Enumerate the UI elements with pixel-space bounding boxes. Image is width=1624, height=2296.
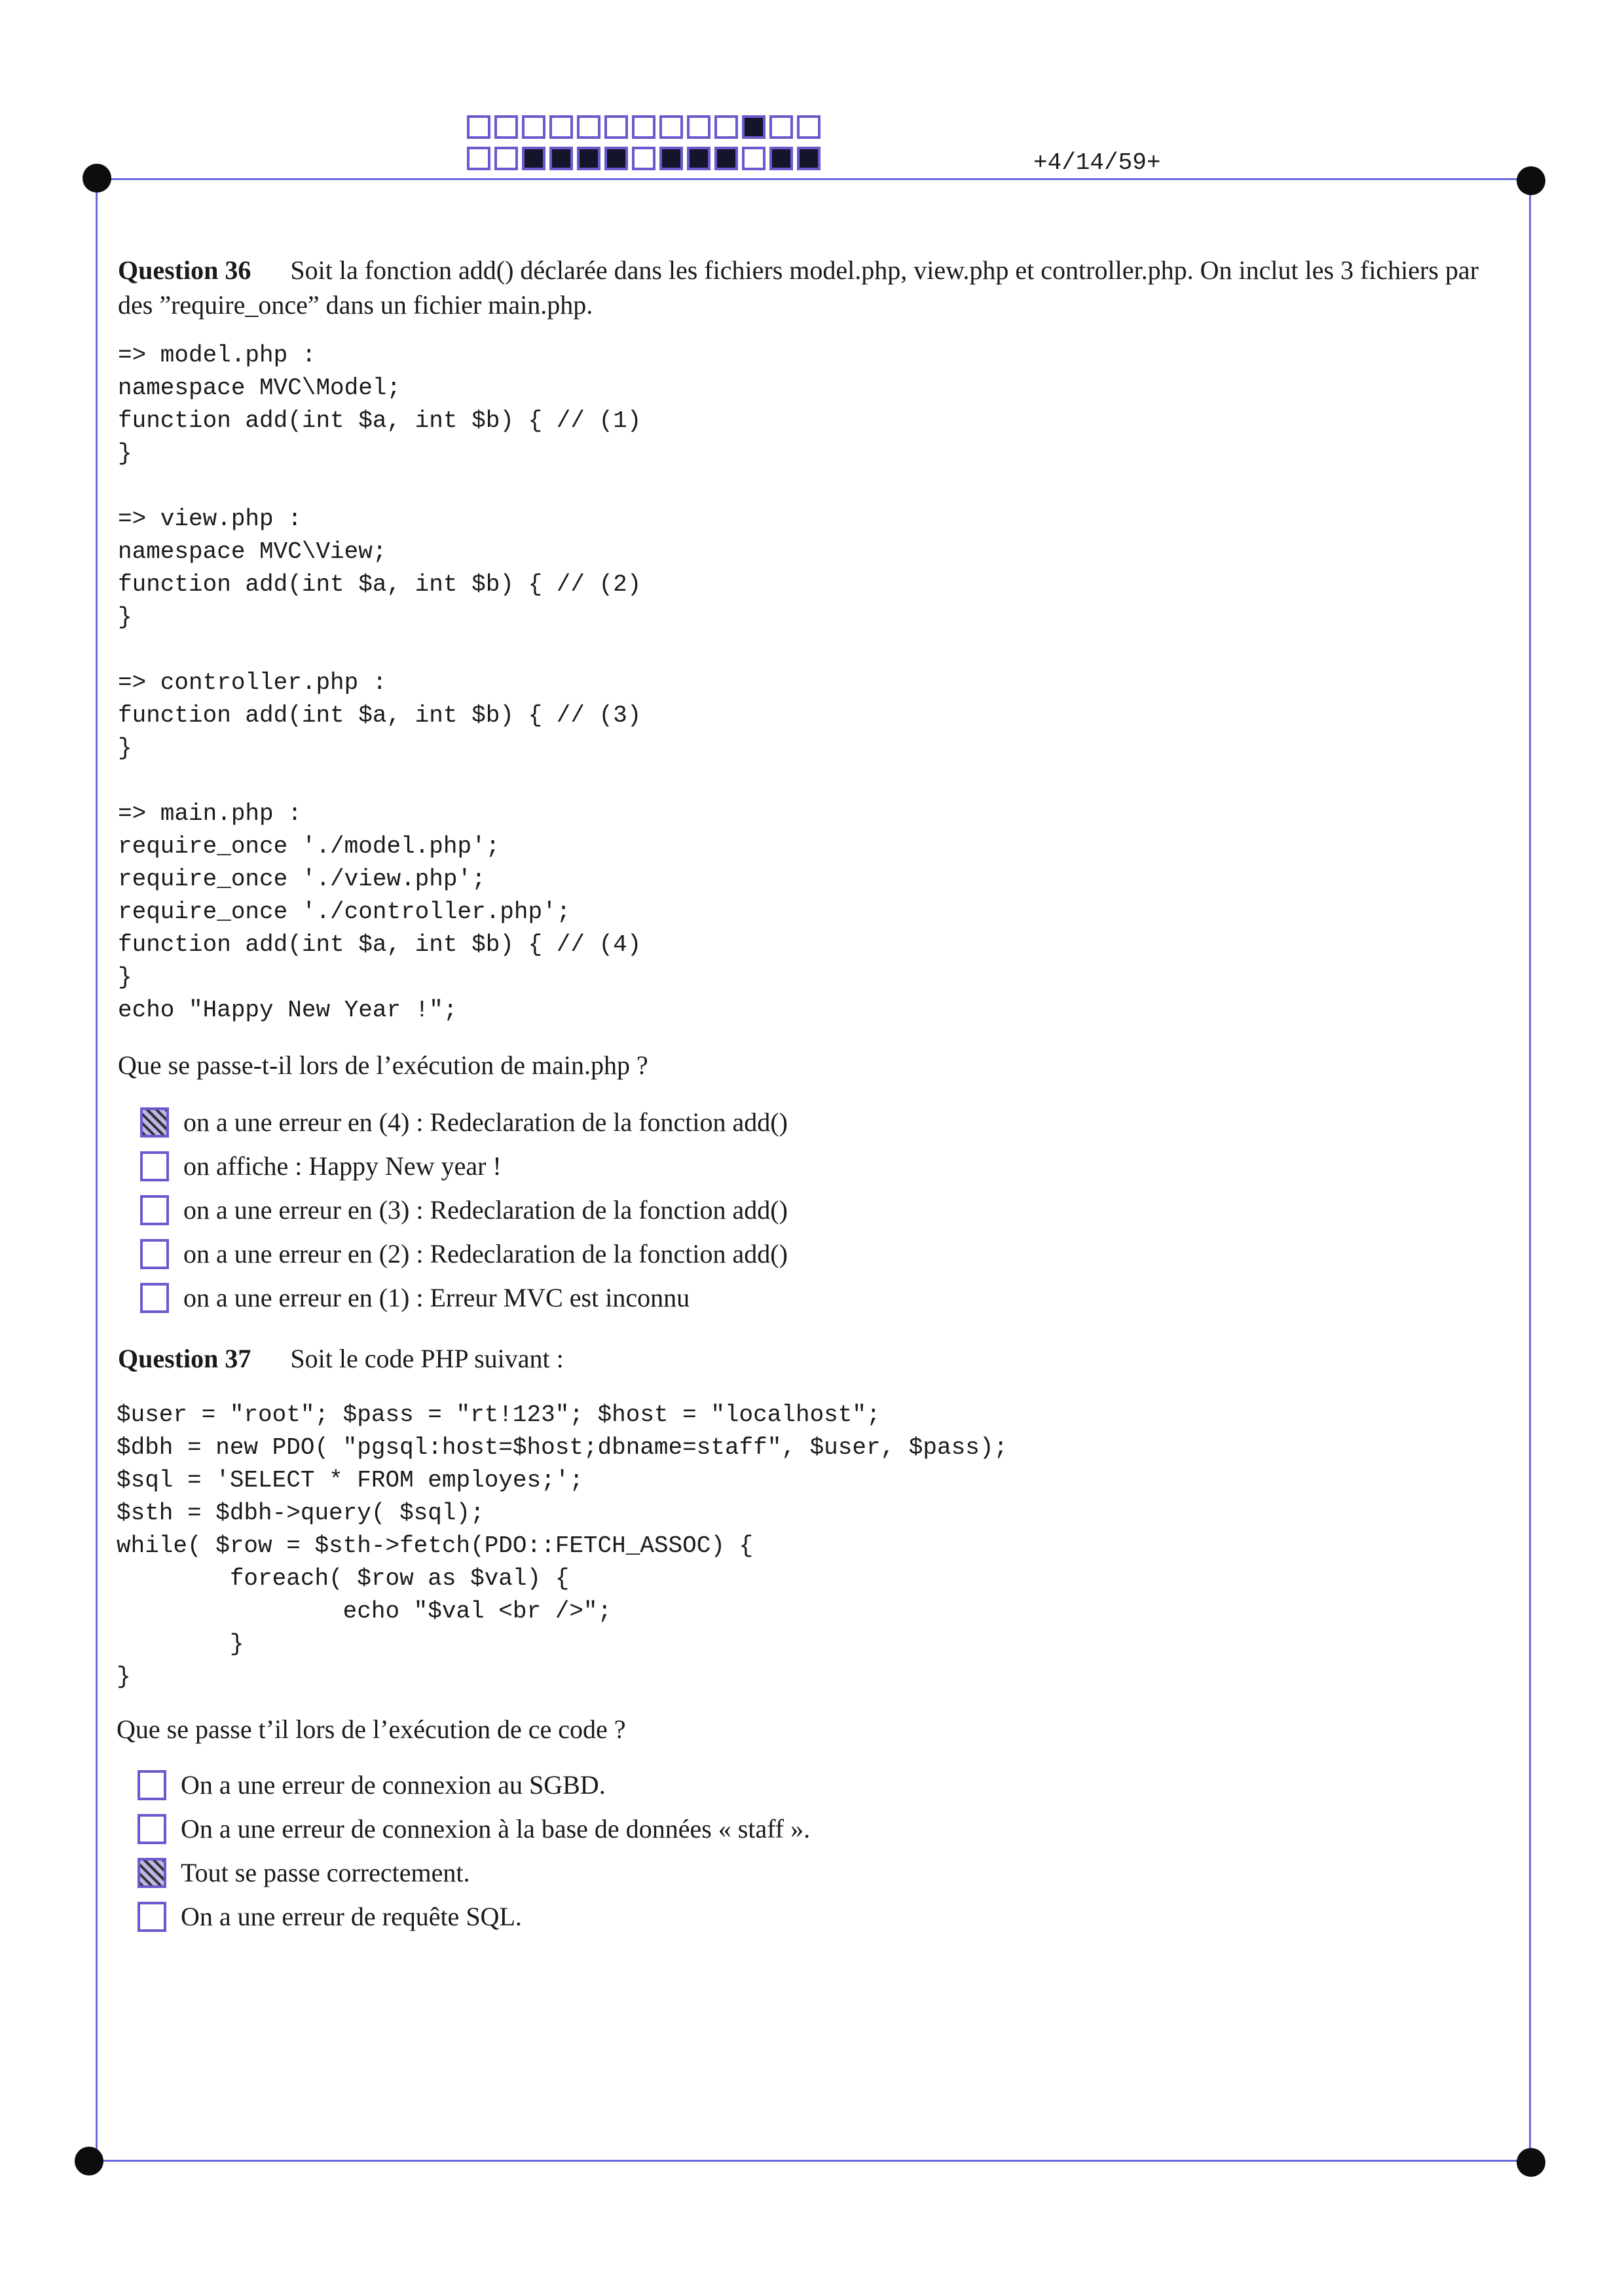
question-37-statement bbox=[118, 1341, 1519, 1376]
answer-option[interactable] bbox=[140, 1144, 788, 1188]
answer-checkbox[interactable] bbox=[140, 1195, 169, 1225]
question-36-statement bbox=[118, 253, 1519, 322]
answer-checkbox[interactable] bbox=[140, 1283, 169, 1313]
question-37-prompt: Que se passe t’il lors de l’exécution de ce code ? bbox=[117, 1714, 626, 1744]
answer-checkbox[interactable] bbox=[138, 1902, 166, 1932]
answer-checkbox[interactable] bbox=[140, 1239, 169, 1269]
answer-option[interactable] bbox=[140, 1100, 788, 1144]
question-36-prompt: Que se passe-t-il lors de l’exécution de main.php ? bbox=[118, 1050, 648, 1080]
question-36 bbox=[118, 253, 1519, 322]
question-37-text: Soit le code PHP suivant : bbox=[290, 1344, 564, 1373]
id-grid-cell bbox=[659, 115, 683, 139]
answer-label: On a une erreur de connexion à la base de données « staff ». bbox=[181, 1814, 811, 1843]
answer-label: on a une erreur en (2) : Redeclaration de la fonction add() bbox=[183, 1239, 788, 1268]
id-grid-cell bbox=[742, 147, 766, 170]
id-grid-cell bbox=[604, 147, 628, 170]
frame-right-line bbox=[1529, 178, 1531, 2161]
question-37 bbox=[118, 1341, 1519, 1376]
answer-label: on affiche : Happy New year ! bbox=[183, 1151, 502, 1181]
answer-option[interactable] bbox=[140, 1232, 788, 1276]
frame-top-line bbox=[96, 178, 1530, 180]
id-grid-cell bbox=[522, 115, 545, 139]
id-grid-cell bbox=[577, 147, 600, 170]
answer-option[interactable] bbox=[138, 1851, 810, 1895]
question-36-label: Question 36 bbox=[118, 255, 251, 285]
question-37-answers bbox=[138, 1763, 810, 1938]
id-grid-cell bbox=[632, 147, 655, 170]
answer-option[interactable] bbox=[140, 1276, 788, 1320]
id-grid-cell bbox=[769, 147, 793, 170]
id-grid-cell bbox=[604, 115, 628, 139]
answer-option[interactable] bbox=[140, 1188, 788, 1232]
registration-mark-bottom-right bbox=[1517, 2148, 1545, 2177]
answer-option[interactable] bbox=[138, 1895, 810, 1938]
answer-checkbox[interactable] bbox=[138, 1814, 166, 1844]
id-grid-cell bbox=[522, 147, 545, 170]
answer-label: Tout se passe correctement. bbox=[181, 1858, 470, 1887]
id-grid-cell bbox=[797, 147, 821, 170]
frame-left-line bbox=[96, 178, 98, 2161]
answer-option[interactable] bbox=[138, 1763, 810, 1807]
id-grid-cell bbox=[549, 147, 573, 170]
id-grid-cell bbox=[687, 147, 710, 170]
registration-mark-bottom-left bbox=[75, 2147, 103, 2176]
id-grid-cell bbox=[742, 115, 766, 139]
answer-checkbox[interactable] bbox=[140, 1151, 169, 1181]
answer-label: on a une erreur en (1) : Erreur MVC est inconnu bbox=[183, 1283, 690, 1312]
registration-mark-top-right bbox=[1517, 166, 1545, 195]
question-36-text: Soit la fonction add() déclarée dans les fichiers model.php, view.php et controller.php. On inclut les 3 fichiers par des ”require_once” dans un fichier main.php. bbox=[118, 255, 1479, 320]
answer-checkbox-checked[interactable] bbox=[138, 1858, 166, 1888]
id-grid-cell bbox=[687, 115, 710, 139]
page-number: +4/14/59+ bbox=[1033, 149, 1161, 176]
answer-checkbox-checked[interactable] bbox=[140, 1107, 169, 1138]
id-grid-cell bbox=[577, 115, 600, 139]
question-37-code: $user = "root"; $pass = "rt!123"; $host = "localhost"; $dbh = new PDO( "pgsql:host=$host;dbname=staff", $user, $pass); $sql = 'SELECT * FROM employes;'; $sth = $dbh->query( $sql); while( $row = $sth->fetch(PDO::FETCH_ASSOC) { foreach( $row as $val) { echo "$val <br />"; } } bbox=[117, 1401, 1008, 1690]
question-36-answers bbox=[140, 1100, 788, 1320]
question-36-code: => model.php : namespace MVC\Model; function add(int $a, int $b) { // (1) } => view.php : namespace MVC\View; function add(int $a, int $b) { // (2) } => controller.php : function add(int $a, int $b) { // (3) } => main.php : require_once './model.php'; require_once './view.php'; require_once './controller.php'; function add(int $a, int $b) { // (4) } echo "Happy New Year !"; bbox=[118, 342, 642, 1024]
answer-label: on a une erreur en (4) : Redeclaration de la fonction add() bbox=[183, 1107, 788, 1137]
student-id-grid-row-1 bbox=[467, 115, 824, 139]
id-grid-cell bbox=[769, 115, 793, 139]
student-id-grid-row-2 bbox=[467, 147, 824, 170]
id-grid-cell bbox=[659, 147, 683, 170]
id-grid-cell bbox=[494, 115, 518, 139]
answer-label: On a une erreur de connexion au SGBD. bbox=[181, 1770, 606, 1800]
id-grid-cell bbox=[714, 147, 738, 170]
answer-checkbox[interactable] bbox=[138, 1770, 166, 1800]
frame-bottom-line bbox=[88, 2160, 1530, 2162]
question-37-label: Question 37 bbox=[118, 1344, 251, 1373]
id-grid-cell bbox=[632, 115, 655, 139]
answer-label: on a une erreur en (3) : Redeclaration de la fonction add() bbox=[183, 1195, 788, 1225]
id-grid-cell bbox=[549, 115, 573, 139]
answer-option[interactable] bbox=[138, 1807, 810, 1851]
answer-label: On a une erreur de requête SQL. bbox=[181, 1902, 522, 1931]
id-grid-cell bbox=[467, 147, 490, 170]
id-grid-cell bbox=[467, 115, 490, 139]
registration-mark-top-left bbox=[83, 164, 111, 193]
id-grid-cell bbox=[797, 115, 821, 139]
id-grid-cell bbox=[494, 147, 518, 170]
id-grid-cell bbox=[714, 115, 738, 139]
